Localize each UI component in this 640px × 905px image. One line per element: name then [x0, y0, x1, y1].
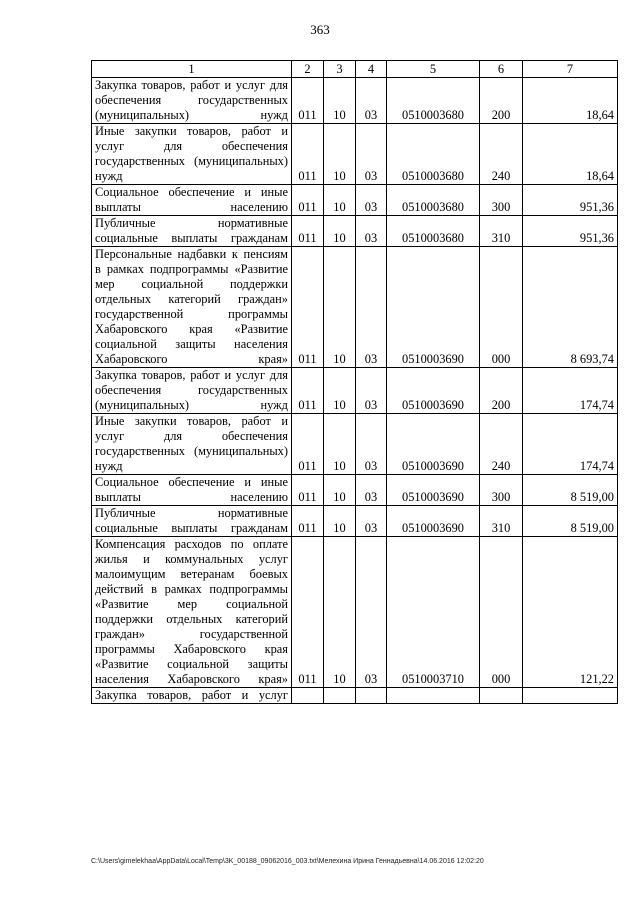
expense-type-code [480, 688, 523, 704]
target-article-code [387, 688, 480, 704]
target-article-code: 0510003680 [387, 185, 480, 216]
amount: 8 693,74 [523, 247, 618, 368]
table-row [92, 506, 618, 537]
subsection-code: 03 [356, 506, 387, 537]
column-header: 7 [523, 61, 618, 78]
column-header: 4 [356, 61, 387, 78]
section-code: 10 [324, 247, 356, 368]
amount: 951,36 [523, 185, 618, 216]
column-header: 5 [387, 61, 480, 78]
section-code: 10 [324, 216, 356, 247]
section-code: 10 [324, 537, 356, 688]
ministry-code: 011 [292, 247, 324, 368]
row-description: Компенсация расходов по оплате жилья и коммунальных услуг малоимущим ветеранам боевых действий в рамках подпрограммы «Развитие мер социальной поддержки отдельных категорий граждан» государственной программы Хабаровского края «Развитие социальной защиты населения Хабаровского края» [92, 537, 292, 688]
table-row [92, 216, 618, 247]
target-article-code: 0510003690 [387, 368, 480, 414]
amount: 8 519,00 [523, 506, 618, 537]
subsection-code: 03 [356, 185, 387, 216]
target-article-code: 0510003690 [387, 247, 480, 368]
section-code: 10 [324, 368, 356, 414]
row-description: Публичные нормативные социальные выплаты гражданам [92, 216, 292, 247]
amount: 951,36 [523, 216, 618, 247]
subsection-code: 03 [356, 475, 387, 506]
target-article-code: 0510003690 [387, 506, 480, 537]
section-code: 10 [324, 124, 356, 185]
target-article-code: 0510003690 [387, 414, 480, 475]
amount: 174,74 [523, 368, 618, 414]
table-row [92, 78, 618, 124]
ministry-code: 011 [292, 216, 324, 247]
expense-type-code: 240 [480, 414, 523, 475]
row-description: Закупка товаров, работ и услуг [92, 688, 292, 704]
section-code: 10 [324, 78, 356, 124]
expense-type-code: 310 [480, 506, 523, 537]
expense-type-code: 300 [480, 475, 523, 506]
table-row [92, 475, 618, 506]
row-description: Иные закупки товаров, работ и услуг для обеспечения государственных (муниципальных) нужд [92, 124, 292, 185]
section-code: 10 [324, 506, 356, 537]
row-description: Публичные нормативные социальные выплаты гражданам [92, 506, 292, 537]
row-description: Закупка товаров, работ и услуг для обеспечения государственных (муниципальных) нужд [92, 368, 292, 414]
page-number: 363 [310, 22, 330, 37]
expense-type-code: 200 [480, 78, 523, 124]
amount: 8 519,00 [523, 475, 618, 506]
subsection-code: 03 [356, 247, 387, 368]
section-code: 10 [324, 185, 356, 216]
ministry-code: 011 [292, 124, 324, 185]
table-header-row [92, 61, 618, 78]
target-article-code: 0510003680 [387, 78, 480, 124]
row-description: Социальное обеспечение и иные выплаты населению [92, 185, 292, 216]
expense-type-code: 000 [480, 537, 523, 688]
ministry-code: 011 [292, 185, 324, 216]
ministry-code [292, 688, 324, 704]
subsection-code: 03 [356, 78, 387, 124]
table-row [92, 414, 618, 475]
file-path-footer: C:\Users\gimelekhaa\AppData\Local\Temp\3K_00188_09062016_003.txt\Мелехина Ирина Геннадьевна\14.06.2016 12:02:20 [91, 858, 484, 865]
expense-type-code: 240 [480, 124, 523, 185]
table-row [92, 688, 618, 704]
budget-table [91, 60, 618, 704]
column-header: 2 [292, 61, 324, 78]
ministry-code: 011 [292, 78, 324, 124]
ministry-code: 011 [292, 368, 324, 414]
ministry-code: 011 [292, 475, 324, 506]
table-row [92, 185, 618, 216]
expense-type-code: 200 [480, 368, 523, 414]
table-row [92, 368, 618, 414]
section-code [324, 688, 356, 704]
column-header: 1 [92, 61, 292, 78]
table-row [92, 537, 618, 688]
row-description: Социальное обеспечение и иные выплаты населению [92, 475, 292, 506]
column-header: 6 [480, 61, 523, 78]
subsection-code: 03 [356, 537, 387, 688]
amount: 18,64 [523, 124, 618, 185]
row-description: Иные закупки товаров, работ и услуг для обеспечения государственных (муниципальных) нужд [92, 414, 292, 475]
target-article-code: 0510003710 [387, 537, 480, 688]
target-article-code: 0510003680 [387, 216, 480, 247]
target-article-code: 0510003680 [387, 124, 480, 185]
ministry-code: 011 [292, 537, 324, 688]
expense-type-code: 300 [480, 185, 523, 216]
subsection-code: 03 [356, 414, 387, 475]
ministry-code: 011 [292, 414, 324, 475]
subsection-code [356, 688, 387, 704]
amount [523, 688, 618, 704]
section-code: 10 [324, 414, 356, 475]
amount: 121,22 [523, 537, 618, 688]
subsection-code: 03 [356, 124, 387, 185]
subsection-code: 03 [356, 368, 387, 414]
table-row [92, 247, 618, 368]
target-article-code: 0510003690 [387, 475, 480, 506]
row-description: Персональные надбавки к пенсиям в рамках подпрограммы «Развитие мер социальной поддержки отдельных категорий граждан» государственной программы Хабаровского края «Развитие социальной защиты населения Хабаровского края» [92, 247, 292, 368]
subsection-code: 03 [356, 216, 387, 247]
ministry-code: 011 [292, 506, 324, 537]
expense-type-code: 310 [480, 216, 523, 247]
amount: 174,74 [523, 414, 618, 475]
table-row [92, 124, 618, 185]
amount: 18,64 [523, 78, 618, 124]
expense-type-code: 000 [480, 247, 523, 368]
section-code: 10 [324, 475, 356, 506]
column-header: 3 [324, 61, 356, 78]
row-description: Закупка товаров, работ и услуг для обеспечения государственных (муниципальных) нужд [92, 78, 292, 124]
